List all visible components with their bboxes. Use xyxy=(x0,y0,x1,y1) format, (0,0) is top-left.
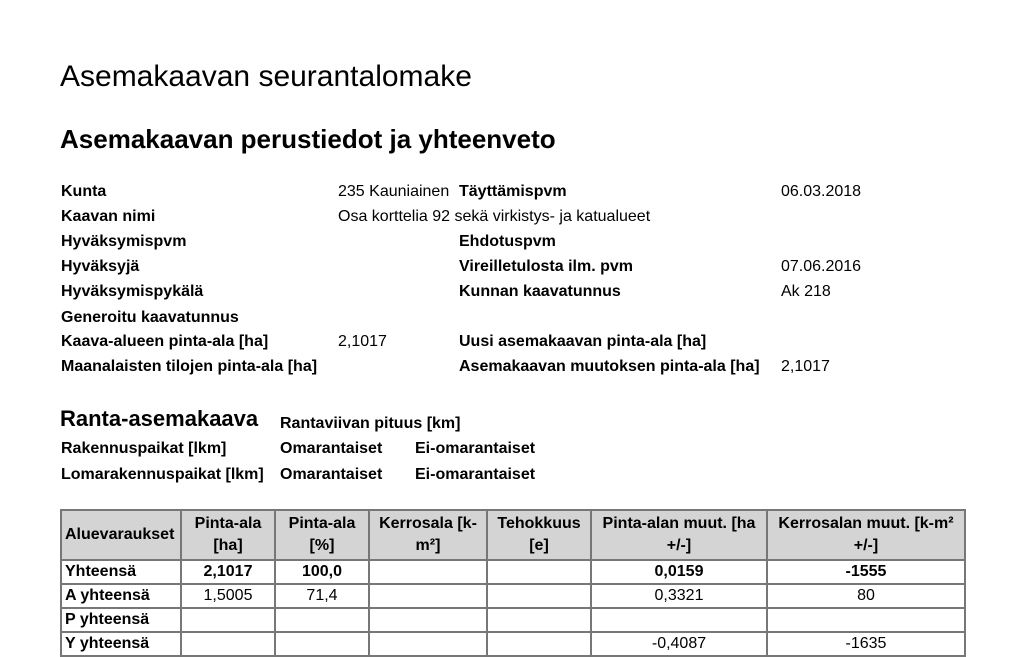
aluevaraukset-table xyxy=(60,509,966,657)
kunta-label: Kunta xyxy=(61,183,107,200)
cell-pinta-alan-muut xyxy=(591,608,767,632)
cell-kerrosalan-muut xyxy=(767,608,965,632)
kaava-alueen-value: 2,1017 xyxy=(338,333,387,350)
rakennuspaikat-label: Rakennuspaikat [lkm] xyxy=(61,440,227,457)
table-row xyxy=(61,632,965,656)
section-title: Asemakaavan perustiedot ja yhteenveto xyxy=(60,124,556,154)
row-label: Y yhteensä xyxy=(61,632,181,656)
rantaviivan-label: Rantaviivan pituus [km] xyxy=(280,415,461,432)
table-row xyxy=(61,560,965,584)
vireilletulosta-label: Vireilletulosta ilm. pvm xyxy=(459,258,633,275)
cell-pinta-alan-muut: -0,4087 xyxy=(591,632,767,656)
kunnan-kaavatunnus-label: Kunnan kaavatunnus xyxy=(459,283,621,300)
cell-kerrosalan-muut: 80 xyxy=(767,584,965,608)
cell-pinta-ala-pct: 100,0 xyxy=(275,560,369,584)
cell-pinta-ala-ha xyxy=(181,632,275,656)
kaavan-nimi-value: Osa korttelia 92 sekä virkistys- ja katualueet xyxy=(338,208,651,225)
header-kerrosala: Kerrosala [k-m²] xyxy=(369,510,487,560)
cell-kerrosalan-muut: -1635 xyxy=(767,632,965,656)
header-pinta-ala-pct: Pinta-ala [%] xyxy=(275,510,369,560)
ranta-title: Ranta-asemakaava xyxy=(60,406,259,431)
muutoksen-value: 2,1017 xyxy=(781,358,830,375)
tayttamispvm-value: 06.03.2018 xyxy=(781,183,862,200)
cell-pinta-alan-muut: 0,0159 xyxy=(591,560,767,584)
lomarakennuspaikat-ei-omarantaiset: Ei-omarantaiset xyxy=(415,466,536,483)
hyvaksyja-label: Hyväksyjä xyxy=(61,258,140,275)
header-aluevaraukset: Aluevaraukset xyxy=(61,510,181,560)
table-header-row xyxy=(61,510,965,560)
rakennuspaikat-omarantaiset: Omarantaiset xyxy=(280,440,383,457)
generoitu-label: Generoitu kaavatunnus xyxy=(61,309,239,326)
vireilletulosta-value: 07.06.2016 xyxy=(781,258,862,275)
ehdotuspvm-label: Ehdotuspvm xyxy=(459,233,556,250)
form-title: Asemakaavan seurantalomake xyxy=(60,60,472,93)
muutoksen-label: Asemakaavan muutoksen pinta-ala [ha] xyxy=(459,358,760,375)
cell-kerrosala xyxy=(369,632,487,656)
kunnan-kaavatunnus-value: Ak 218 xyxy=(781,283,831,300)
cell-pinta-ala-ha: 1,5005 xyxy=(181,584,275,608)
cell-tehokkuus xyxy=(487,608,591,632)
cell-kerrosala xyxy=(369,584,487,608)
table-row xyxy=(61,584,965,608)
header-tehokkuus: Tehokkuus [e] xyxy=(487,510,591,560)
cell-pinta-ala-pct xyxy=(275,608,369,632)
hyvaksymispvm-label: Hyväksymispvm xyxy=(61,233,187,250)
kunta-value: 235 Kauniainen xyxy=(338,183,450,200)
cell-tehokkuus xyxy=(487,560,591,584)
rakennuspaikat-ei-omarantaiset: Ei-omarantaiset xyxy=(415,440,536,457)
kaavan-nimi-label: Kaavan nimi xyxy=(61,208,156,225)
header-pinta-ala-ha: Pinta-ala [ha] xyxy=(181,510,275,560)
tayttamispvm-label: Täyttämispvm xyxy=(459,183,567,200)
cell-kerrosalan-muut: -1555 xyxy=(767,560,965,584)
lomarakennuspaikat-omarantaiset: Omarantaiset xyxy=(280,466,383,483)
row-label: Yhteensä xyxy=(61,560,181,584)
lomarakennuspaikat-label: Lomarakennuspaikat [lkm] xyxy=(61,466,264,483)
cell-pinta-ala-ha xyxy=(181,608,275,632)
cell-pinta-alan-muut: 0,3321 xyxy=(591,584,767,608)
kaava-alueen-label: Kaava-alueen pinta-ala [ha] xyxy=(61,333,269,350)
cell-kerrosala xyxy=(369,608,487,632)
cell-kerrosala xyxy=(369,560,487,584)
cell-tehokkuus xyxy=(487,632,591,656)
header-pinta-alan-muut: Pinta-alan muut. [ha +/-] xyxy=(591,510,767,560)
cell-pinta-ala-ha: 2,1017 xyxy=(181,560,275,584)
cell-pinta-ala-pct: 71,4 xyxy=(275,584,369,608)
maanalaisten-label: Maanalaisten tilojen pinta-ala [ha] xyxy=(61,358,318,375)
header-kerrosalan-muut: Kerrosalan muut. [k-m² +/-] xyxy=(767,510,965,560)
row-label: A yhteensä xyxy=(61,584,181,608)
hyvaksymispykala-label: Hyväksymispykälä xyxy=(61,283,204,300)
table-row xyxy=(61,608,965,632)
cell-tehokkuus xyxy=(487,584,591,608)
row-label: P yhteensä xyxy=(61,608,181,632)
cell-pinta-ala-pct xyxy=(275,632,369,656)
uusi-label: Uusi asemakaavan pinta-ala [ha] xyxy=(459,333,707,350)
